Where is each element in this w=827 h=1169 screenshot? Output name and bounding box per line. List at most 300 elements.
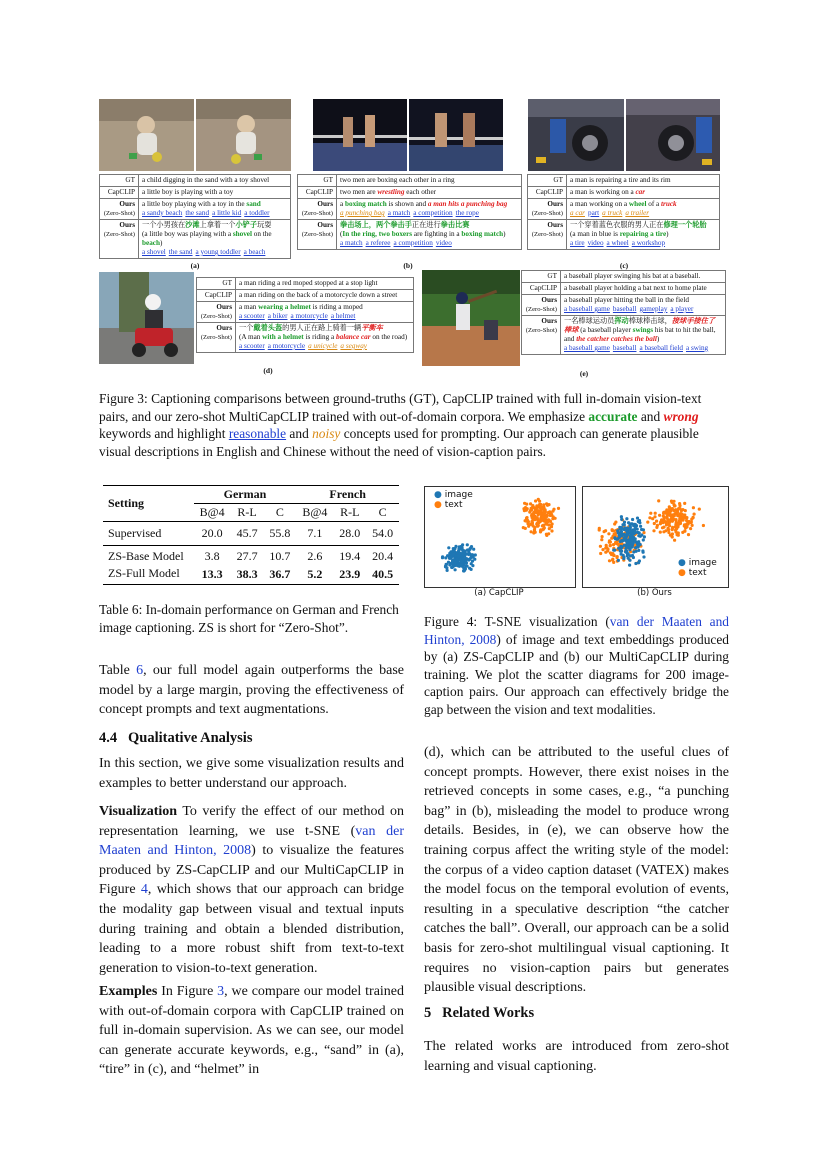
accurate-keyword: boxing match: [461, 230, 504, 238]
image-point: [624, 547, 627, 550]
text-point: [681, 519, 684, 522]
image-point: [638, 521, 641, 524]
zh-translation: (a man in blue is: [570, 230, 620, 238]
image-point: [626, 533, 629, 536]
text-point: [608, 559, 611, 562]
capclip-caption: a man is working on a: [570, 188, 636, 196]
text: ) to visualize the features produced by ZS-CapCLIP and our MultiCapCLIP in Figure: [99, 843, 404, 898]
cell: 5.2: [307, 567, 323, 581]
zero-shot-label: (Zero-Shot): [103, 210, 135, 217]
image-point: [457, 554, 460, 557]
text-point: [661, 526, 664, 529]
left-paragraph-examples: [99, 982, 404, 1080]
text-point: [685, 525, 688, 528]
text-point: [670, 500, 673, 503]
image-point: [441, 556, 444, 559]
accurate-keyword: 修理一个轮胎: [663, 221, 707, 229]
zero-shot-label: (Zero-Shot): [525, 327, 557, 334]
text-point: [673, 504, 676, 507]
text-point: [550, 513, 553, 516]
figure-ref-link[interactable]: 3: [217, 984, 225, 999]
legend-image: image: [444, 490, 473, 500]
gt-label: GT: [528, 175, 567, 187]
zh-translation: (a little boy was playing with a: [142, 230, 233, 238]
image-point: [628, 545, 631, 548]
text-point: [611, 559, 614, 562]
cell: 54.0: [366, 522, 399, 546]
accurate-keyword: 小铲子: [235, 221, 258, 229]
gt-label: GT: [100, 175, 139, 187]
image-point: [625, 538, 628, 541]
ours-caption: is shown and: [386, 200, 428, 208]
image-point: [452, 547, 455, 550]
image-point: [464, 559, 467, 562]
caption-text: Figure 3: Captioning comparisons between ground-truths (GT), CapCLIP trained with full in-domain vision-text pairs, and our zero-shot MultiCapCLIP trained with out-of-domain corpora. We emphasize: [99, 391, 702, 424]
text-point: [642, 531, 645, 534]
capclip-label: CapCLIP: [522, 283, 561, 295]
text-point: [534, 499, 537, 502]
text: , our full model again outperforms the base model by a large margin, proving the effectiveness of concept prompts and text augmentations.: [99, 663, 404, 718]
cell: 45.7: [231, 522, 264, 546]
zh-translation: ): [656, 335, 660, 343]
table-6: [103, 485, 399, 585]
text-point: [678, 519, 681, 522]
image-point: [620, 530, 623, 533]
text-point: [679, 512, 682, 515]
accurate-keyword: 拳击场上，两个拳击手: [340, 221, 412, 229]
text-point: [657, 499, 660, 502]
text-point: [548, 523, 551, 526]
image-point: [616, 529, 619, 532]
gt-label: GT: [197, 278, 236, 290]
image-point: [631, 522, 634, 525]
zero-shot-label: (Zero-Shot): [301, 231, 333, 238]
row-name: ZS-Full Model: [108, 566, 180, 580]
concept: a motorcycle: [290, 312, 328, 320]
section-title: Related Works: [442, 1005, 535, 1021]
image-point: [624, 527, 627, 530]
text-point: [608, 541, 611, 544]
ours-label: Ours: [541, 317, 557, 325]
metric-header: C: [264, 504, 297, 522]
accurate-keyword: wearing a helmet: [258, 303, 311, 311]
text-point: [689, 527, 692, 530]
concept: a competition: [393, 239, 433, 247]
section-4-4-heading: [99, 730, 252, 747]
text-point: [538, 500, 541, 503]
concept: video: [587, 239, 604, 247]
legend-b: [678, 558, 717, 578]
text-point: [652, 529, 655, 532]
capclip-caption: each other: [404, 188, 437, 196]
gt-label: GT: [298, 175, 337, 187]
photo-e: [422, 270, 520, 366]
image-point: [634, 526, 637, 529]
text-point: [671, 535, 674, 538]
image-point: [633, 539, 636, 542]
noisy-concept: a trailer: [625, 209, 650, 217]
image-point: [621, 533, 624, 536]
cell: 7.1: [296, 522, 333, 546]
capclip-caption: a little boy is playing with a toy: [139, 187, 291, 199]
capclip-label: CapCLIP: [100, 187, 139, 199]
accurate-keyword: shovel: [232, 230, 252, 238]
zh-translation: ): [666, 230, 669, 238]
metric-header: B@4: [194, 504, 231, 522]
text: Table: [99, 663, 137, 678]
german-header: German: [194, 486, 297, 504]
concept: baseball: [612, 305, 637, 313]
image-point: [620, 553, 623, 556]
image-point: [470, 545, 473, 548]
text-point: [547, 532, 550, 535]
image-point: [460, 545, 463, 548]
image-point: [451, 561, 454, 564]
cell: 28.0: [333, 522, 366, 546]
text-point: [653, 515, 656, 518]
zh-translation: on the: [252, 230, 272, 238]
text-point: [614, 541, 617, 544]
zh-caption: 正在进行: [411, 221, 441, 229]
text-point: [546, 519, 549, 522]
text-point: [544, 520, 547, 523]
text-point: [609, 544, 612, 547]
concept: part: [587, 209, 600, 217]
image-point: [462, 566, 465, 569]
text-point: [598, 528, 601, 531]
ours-label: Ours: [541, 296, 557, 304]
text-point: [535, 506, 538, 509]
text-point: [655, 526, 658, 529]
zh-caption: 上拿着一个: [199, 221, 236, 229]
text-point: [533, 528, 536, 531]
text-point: [668, 507, 671, 510]
figure-4-caption: [424, 613, 729, 718]
image-point: [446, 569, 449, 572]
capclip-caption: a baseball player holding a bat next to home plate: [561, 283, 726, 295]
accurate-keyword: sand: [246, 200, 261, 208]
image-point: [456, 564, 459, 567]
text-point: [599, 552, 602, 555]
left-paragraph-2: In this section, we give some visualization results and examples to better understand our approach.: [99, 756, 404, 791]
image-point: [621, 539, 624, 542]
image-point: [622, 557, 625, 560]
caption-table-a: [99, 174, 291, 259]
text-point: [691, 516, 694, 519]
french-header: French: [296, 486, 399, 504]
ours-label: Ours: [119, 221, 135, 229]
caption-text: and: [637, 408, 664, 424]
image-point: [613, 536, 616, 539]
concept: a referee: [365, 239, 391, 247]
image-point: [459, 564, 462, 567]
zh-caption: 一名棒球运动员: [564, 317, 615, 325]
wrong-keyword: wrestling: [377, 188, 405, 196]
image-point: [468, 567, 471, 570]
caption-accurate: accurate: [588, 408, 638, 424]
zero-shot-label: (Zero-Shot): [531, 231, 563, 238]
metric-header: B@4: [296, 504, 333, 522]
image-point: [444, 556, 447, 559]
photo-c-2: [626, 99, 720, 171]
gt-caption: a man is repairing a tire and its rim: [567, 175, 720, 187]
concept: a workshop: [631, 239, 666, 247]
image-point: [642, 538, 645, 541]
text: , which shows that our approach can bridge the modality gap between visual and textual inputs during training and obtain a blended distribution, leading to a more robust shift from text-to-text generation to vision-to-text generation.: [99, 882, 404, 976]
ours-label: Ours: [317, 221, 333, 229]
text-point: [614, 521, 617, 524]
cell: 2.6: [307, 549, 323, 563]
image-point: [633, 531, 636, 534]
panel-label-e: (e): [579, 369, 589, 378]
accurate-keyword: with a helmet: [262, 333, 304, 341]
text-point: [529, 502, 532, 505]
caption-text: ) of image and text embeddings produced by (a) ZS-CapCLIP and (b) our MultiCapCLIP during training. We plot the scatter diagrams for 200 image-caption pairs. Our approach can effectively bridge the gap between the vision and text modalities.: [424, 631, 729, 717]
text-point: [523, 509, 526, 512]
photo-b-2: [409, 99, 503, 171]
zh-translation: are fighting in a: [412, 230, 462, 238]
cell: 38.3: [236, 567, 258, 581]
capclip-caption: two men are: [340, 188, 378, 196]
text-point: [604, 546, 607, 549]
zero-shot-label: (Zero-Shot): [531, 210, 563, 217]
image-point: [625, 517, 628, 520]
text-point: [691, 524, 694, 527]
text: To verify the effect of our method on representation learning, we use t-SNE (: [99, 804, 404, 839]
concept: the sand: [168, 248, 193, 256]
metric-header: R-L: [333, 504, 366, 522]
concept: a beach: [243, 248, 266, 256]
cell: 10.7: [269, 549, 291, 563]
image-point: [642, 555, 645, 558]
right-paragraph-1: (d), which can be attributed to the useful clues of concept prompts. However, there exist noises in the retrieved concepts in some cases, e.g., “a punching bag” in (b), misleading the model to produce wrong details. Besides, in (e), we can observe how the training corpus affect the writing style of the model: the corpus of a video caption dataset (VATEX) makes the model focus on the temporal evolution of events, resulting in a speculative description “the catcher catches the ball”. Overall, our approach can be a solid basis for zero-shot multilingual visual captioning. It requires no vision-caption pairs but generates plausible visual descriptions.: [424, 745, 729, 996]
image-point: [623, 544, 626, 547]
ours-caption: is riding a moped: [310, 303, 363, 311]
text-point: [538, 520, 541, 523]
text-point: [611, 528, 614, 531]
text-point: [547, 511, 550, 514]
text-point: [525, 520, 528, 523]
text-point: [599, 545, 602, 548]
image-point: [620, 550, 623, 553]
image-point: [472, 548, 475, 551]
image-point: [625, 551, 628, 554]
image-point: [613, 549, 616, 552]
text-point: [601, 535, 604, 538]
panel-label-b: (b): [403, 261, 413, 270]
legend-image: image: [688, 558, 717, 568]
noisy-concept: a segway: [340, 342, 367, 350]
wrong-keyword: 平衡车: [361, 324, 383, 332]
text-point: [659, 531, 662, 534]
concept: a competition: [413, 209, 453, 217]
zero-shot-label: (Zero-Shot): [103, 231, 135, 238]
caption-text: Figure 4: T-SNE visualization (: [424, 614, 610, 629]
text-point: [610, 553, 613, 556]
text-point: [607, 532, 610, 535]
image-point: [628, 559, 631, 562]
image-point: [630, 535, 633, 538]
text-point: [692, 506, 695, 509]
subplot-label-b: (b) Ours: [637, 588, 672, 598]
image-point: [620, 515, 623, 518]
text-point: [668, 524, 671, 527]
image-point: [619, 545, 622, 548]
image-point: [631, 518, 634, 521]
table-ref-link[interactable]: 6: [136, 663, 144, 678]
legend-a: [434, 490, 473, 510]
ours-caption: a man: [239, 303, 259, 311]
accurate-keyword: 挥动: [614, 317, 629, 325]
text-point: [671, 532, 674, 535]
text-point: [547, 503, 550, 506]
image-point: [636, 517, 639, 520]
image-point: [447, 546, 450, 549]
ours-caption: a man working on a: [570, 200, 629, 208]
accurate-keyword: In the ring, two boxers: [342, 230, 413, 238]
capclip-label: CapCLIP: [197, 290, 236, 302]
panel-label-a: (a): [190, 261, 200, 270]
image-point: [452, 552, 455, 555]
caption-table-b: [297, 174, 522, 250]
image-point: [629, 554, 632, 557]
image-point: [623, 523, 626, 526]
cell: 23.9: [339, 567, 361, 581]
image-point: [618, 526, 621, 529]
noisy-concept: a truck: [602, 209, 623, 217]
capclip-label: CapCLIP: [298, 187, 337, 199]
ours-label: Ours: [547, 200, 563, 208]
left-paragraph-1: [99, 661, 404, 720]
caption-table-d: [196, 277, 414, 353]
concept: a little kid: [212, 209, 242, 217]
concept: a wheel: [606, 239, 629, 247]
ours-label: Ours: [547, 221, 563, 229]
accurate-keyword: 拳击比赛: [440, 221, 470, 229]
ours-caption: a: [340, 200, 345, 208]
image-point: [617, 559, 620, 562]
image-point: [467, 551, 470, 554]
table-row: [103, 522, 399, 546]
figure-ref-link[interactable]: 4: [140, 882, 148, 898]
text-point: [539, 530, 542, 533]
concept: gameplay: [639, 305, 668, 313]
concept: a player: [670, 305, 694, 313]
text-point: [529, 509, 532, 512]
text-point: [685, 519, 688, 522]
caption-text: keywords and highlight: [99, 426, 229, 441]
photo-a-2: [196, 99, 291, 171]
text-point: [687, 533, 690, 536]
text-point: [674, 530, 677, 533]
zero-shot-label: (Zero-Shot): [200, 313, 232, 320]
photo-d: [99, 272, 194, 364]
concept: a young toddler: [195, 248, 241, 256]
text-point: [531, 521, 534, 524]
text-point: [524, 506, 527, 509]
text-point: [654, 512, 657, 515]
accurate-keyword: boxing match: [345, 200, 387, 208]
image-point: [445, 563, 448, 566]
concept: a tire: [570, 239, 585, 247]
image-point: [631, 541, 634, 544]
text-point: [693, 513, 696, 516]
image-point: [466, 543, 469, 546]
legend-dot-icon: ●: [434, 490, 442, 500]
text-point: [522, 526, 525, 529]
text-point: [531, 513, 534, 516]
text-point: [670, 514, 673, 517]
concept: a sandy beach: [142, 209, 183, 217]
caption-reasonable: reasonable: [228, 426, 287, 441]
caption-text: concepts used for prompting. Our approach can generate plausible visual descriptions in English and Chinese without the need of vision-caption pairs.: [99, 426, 699, 459]
text-point: [605, 544, 608, 547]
concept: a motorcycle: [267, 342, 306, 350]
text-point: [601, 548, 604, 551]
subplot-label-a: (a) CapCLIP: [474, 588, 524, 598]
photo-a-1: [99, 99, 194, 171]
gt-caption: a man riding a red moped stopped at a stop light: [236, 278, 414, 290]
ours-caption: a baseball player hitting the ball in the field: [564, 296, 689, 304]
text-point: [698, 508, 701, 511]
accurate-keyword: 戴着头盔: [253, 324, 283, 332]
cell: 20.0: [194, 522, 231, 546]
text-point: [542, 512, 545, 515]
text-point: [658, 514, 661, 517]
wrong-keyword: car: [635, 188, 646, 196]
text-point: [679, 507, 682, 510]
table-row: [103, 546, 399, 566]
text-point: [662, 518, 665, 521]
text-point: [673, 539, 676, 542]
cell: 36.7: [269, 567, 291, 581]
text-point: [678, 502, 681, 505]
zero-shot-label: (Zero-Shot): [301, 210, 333, 217]
ours-caption: of a: [646, 200, 662, 208]
citation-link[interactable]: van der Maaten and Hinton, 2008: [424, 614, 729, 647]
metric-header: C: [366, 504, 399, 522]
image-point: [640, 533, 643, 536]
caption-table-e: [521, 270, 726, 355]
image-point: [456, 557, 459, 560]
citation-link[interactable]: van der Maaten and Hinton, 2008: [99, 823, 404, 859]
text-point: [603, 530, 606, 533]
zh-caption: 棒球棒击球，: [628, 317, 672, 325]
concept: the rope: [455, 209, 479, 217]
zh-translation: on the road): [370, 333, 408, 341]
text-point: [523, 502, 526, 505]
text-point: [548, 527, 551, 530]
text-point: [536, 510, 539, 513]
zh-translation: (a baseball player: [578, 326, 633, 334]
table-row: [103, 565, 399, 585]
figure-3-caption: [99, 390, 729, 460]
accurate-keyword: wheel: [628, 200, 647, 208]
image-point: [637, 545, 640, 548]
image-point: [460, 560, 463, 563]
image-point: [620, 518, 623, 521]
legend-text: text: [444, 500, 463, 510]
zh-translation: (: [340, 230, 343, 238]
concept: a match: [340, 239, 363, 247]
text-point: [649, 512, 652, 515]
text-point: [557, 507, 560, 510]
concept: a helmet: [330, 312, 356, 320]
capclip-caption: a man riding on the back of a motorcycle down a street: [236, 290, 414, 302]
legend-text: text: [688, 568, 707, 578]
concept: a match: [387, 209, 411, 217]
text-point: [664, 529, 667, 532]
